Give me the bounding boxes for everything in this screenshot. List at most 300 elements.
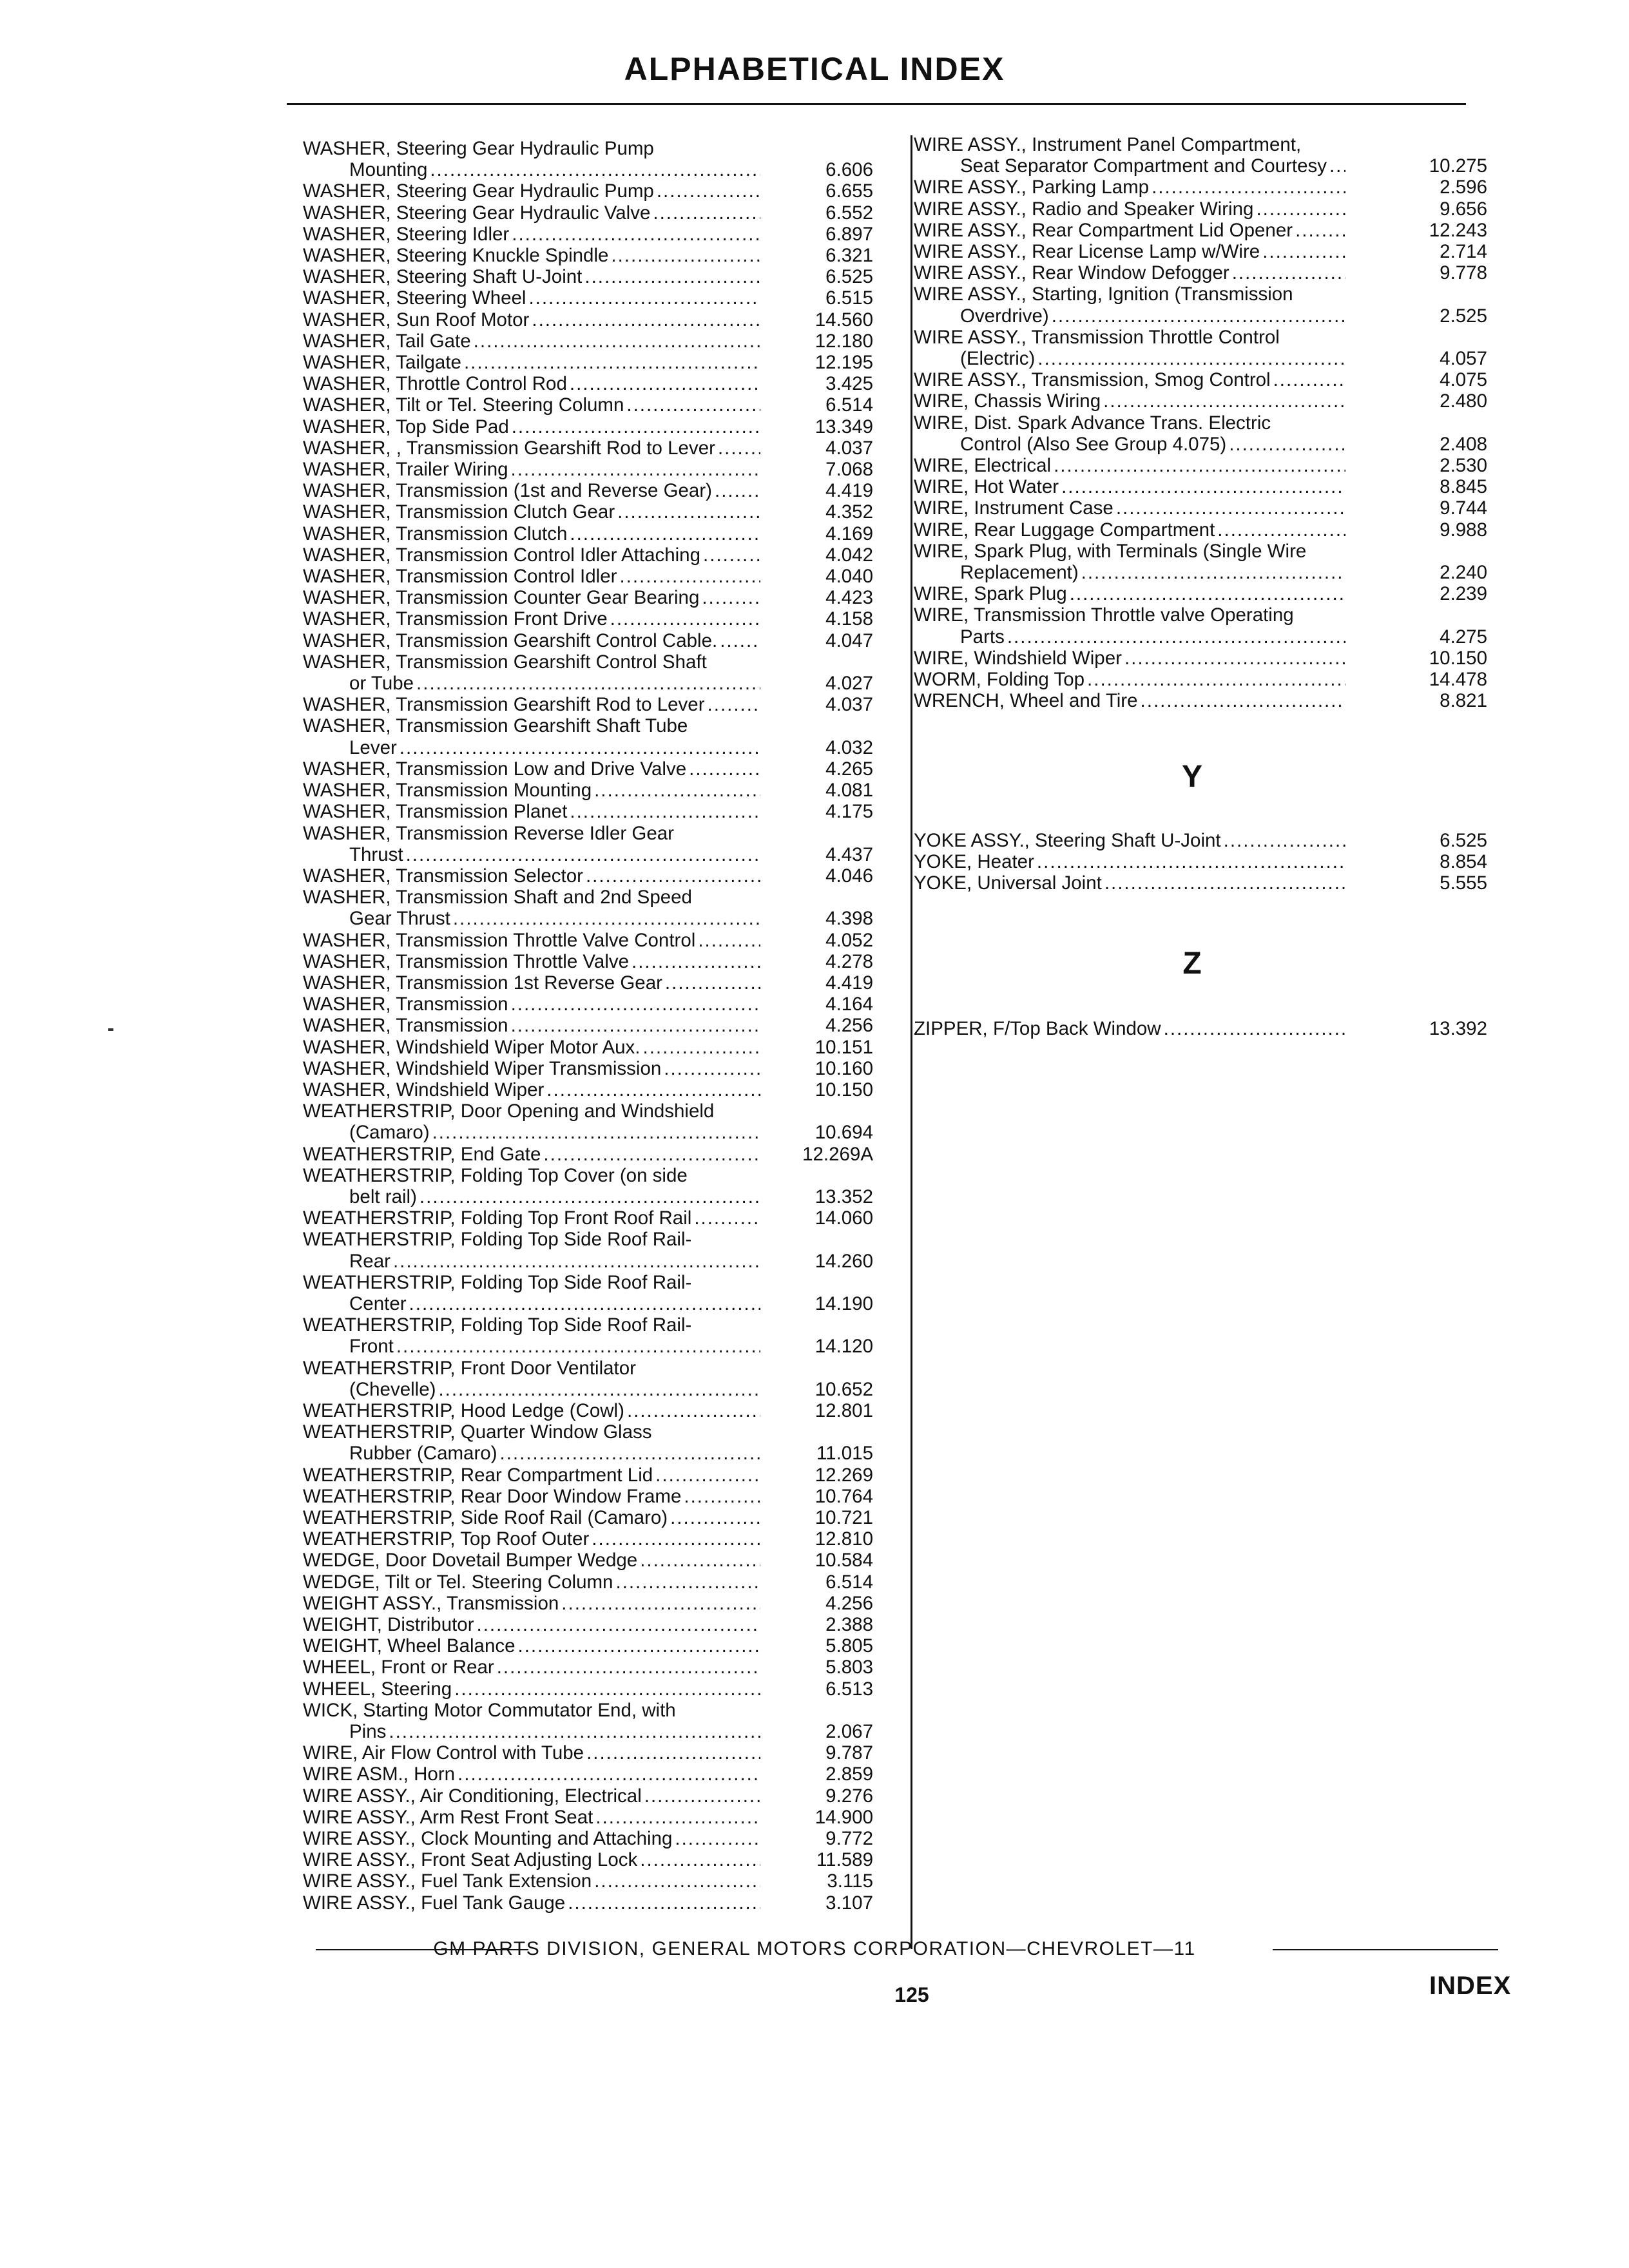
index-entry [303, 951, 873, 972]
entry-line [303, 823, 760, 844]
index-entry [907, 519, 1487, 541]
entry-text: WIRE, Hot Water [914, 476, 1059, 498]
entry-page-ref: 9.656 [1440, 198, 1487, 220]
index-entry [303, 715, 873, 758]
entry-line [303, 1870, 760, 1892]
entry-page-ref: 4.352 [825, 501, 873, 523]
entry-page-ref: 6.514 [825, 394, 873, 416]
index-entry [907, 198, 1487, 220]
index-entry [303, 801, 873, 822]
entry-text: WIRE ASSY., Transmission, Smog Control [914, 369, 1271, 391]
entry-line [303, 887, 760, 908]
index-entry [303, 1828, 873, 1849]
entry-text: WASHER, Transmission Control Idler [303, 566, 617, 588]
entry-line [303, 437, 760, 459]
entry-text: (Camaro) [349, 1122, 430, 1144]
index-entry [907, 851, 1487, 872]
entry-page-ref: 14.560 [815, 309, 873, 331]
index-entry [907, 1018, 1487, 1039]
index-entry [907, 648, 1487, 669]
dot-leader [617, 501, 760, 523]
index-entry [303, 1892, 873, 1914]
entry-page-ref: 11.589 [816, 1849, 873, 1871]
index-entry [303, 566, 873, 587]
entry-text: WIRE ASSY., Rear Compartment Lid Opener [914, 219, 1293, 241]
entry-page-ref: 4.175 [825, 801, 873, 823]
index-entry [303, 180, 873, 202]
index-entry [303, 331, 873, 352]
entry-page-ref: 4.256 [825, 1592, 873, 1614]
index-entry [303, 480, 873, 501]
entry-page-ref: 6.515 [825, 287, 873, 309]
entry-text: Rear [349, 1250, 390, 1272]
dot-leader [1061, 476, 1345, 497]
dot-leader [610, 608, 760, 629]
entry-text: WEDGE, Door Dovetail Bumper Wedge [303, 1550, 638, 1571]
entry-text: WASHER, Windshield Wiper [303, 1079, 545, 1100]
entry-page-ref: 12.269A [802, 1143, 873, 1165]
index-entry [303, 1400, 873, 1421]
section-label: INDEX [1429, 1972, 1512, 2000]
entry-page-ref: 13.392 [1429, 1018, 1487, 1039]
entry-text: WASHER, Transmission Reverse Idler Gear [303, 822, 674, 844]
entry-line [303, 1742, 760, 1763]
entry-text: WIRE, Chassis Wiring [914, 390, 1101, 412]
entry-line [303, 480, 760, 501]
entry-page-ref: 8.821 [1440, 690, 1487, 712]
dot-leader [438, 1379, 760, 1400]
dot-leader [500, 1443, 760, 1464]
entry-text: Pins [349, 1721, 387, 1743]
entry-text: WEATHERSTRIP, Door Opening and Windshield [303, 1100, 715, 1122]
dot-leader [474, 331, 760, 352]
dot-leader [664, 1058, 760, 1079]
entry-text: WEATHERSTRIP, Quarter Window Glass [303, 1421, 652, 1443]
dot-leader [570, 523, 760, 544]
dot-leader [718, 437, 760, 459]
entry-text: WASHER, Transmission (1st and Reverse Gear) [303, 480, 712, 502]
entry-page-ref: 4.437 [825, 843, 873, 865]
index-entry [303, 1614, 873, 1635]
entry-text: WIRE, Rear Luggage Compartment [914, 519, 1215, 541]
dot-leader [528, 287, 760, 309]
dot-leader [396, 1336, 760, 1357]
entry-text: WEIGHT ASSY., Transmission [303, 1592, 559, 1614]
entry-text: WASHER, Steering Shaft U-Joint [303, 266, 583, 288]
index-entry [303, 1678, 873, 1700]
dot-leader [715, 480, 760, 501]
entry-line [303, 523, 760, 544]
entry-line [303, 1507, 760, 1528]
entry-line [303, 544, 760, 566]
dot-leader [1070, 583, 1345, 604]
index-entry [907, 690, 1487, 711]
left-index-column [303, 138, 873, 1914]
entry-line [303, 994, 760, 1015]
entry-text: WASHER, Transmission Clutch [303, 523, 568, 544]
section-letter-y: Y [1181, 760, 1202, 794]
entry-page-ref: 8.854 [1440, 851, 1487, 873]
dot-leader [640, 1849, 760, 1870]
entry-continuation-line [303, 1251, 760, 1272]
entry-page-ref: 4.164 [825, 994, 873, 1015]
index-entry [907, 177, 1487, 198]
dot-leader [619, 566, 760, 587]
entry-continuation-line [303, 1186, 760, 1207]
entry-line [914, 390, 1345, 412]
entry-line [303, 1550, 760, 1571]
index-entry [303, 1785, 873, 1807]
entry-line [303, 951, 760, 972]
entry-line [914, 455, 1345, 476]
entry-page-ref: 2.240 [1440, 562, 1487, 584]
dot-leader [454, 1678, 760, 1700]
dot-leader [409, 1293, 760, 1314]
entry-line [303, 224, 760, 245]
dot-leader [1103, 390, 1345, 412]
entry-line [303, 331, 760, 352]
entry-line [303, 630, 760, 651]
index-entry [907, 390, 1487, 412]
dot-leader [702, 587, 760, 608]
index-entry [303, 1100, 873, 1143]
index-entry [907, 669, 1487, 690]
entry-line [303, 1614, 760, 1635]
dot-leader [640, 1550, 760, 1571]
entry-page-ref: 8.845 [1440, 476, 1487, 498]
entry-page-ref: 4.419 [825, 480, 873, 502]
entry-text: WIRE ASM., Horn [303, 1763, 456, 1785]
dot-leader [497, 1657, 760, 1678]
entry-text: WASHER, Steering Idler [303, 223, 510, 245]
entry-continuation-line [914, 305, 1345, 327]
entry-page-ref: 14.120 [815, 1336, 873, 1358]
entry-text: WIRE, Transmission Throttle valve Operating [914, 604, 1294, 626]
entry-text: WEATHERSTRIP, Rear Compartment Lid [303, 1464, 653, 1486]
dot-leader [458, 1763, 760, 1785]
entry-text: WIRE ASSY., Starting, Ignition (Transmission [914, 284, 1293, 305]
dot-leader [1052, 305, 1345, 327]
entry-line [914, 220, 1345, 241]
index-entry [907, 327, 1487, 369]
dot-leader [1329, 155, 1345, 177]
entry-text: WASHER, Transmission Planet [303, 801, 568, 823]
entry-page-ref: 10.721 [815, 1507, 873, 1528]
entry-page-ref: 9.988 [1440, 519, 1487, 541]
entry-text: or Tube [349, 673, 414, 695]
entry-page-ref: 10.150 [1429, 647, 1487, 669]
dot-leader [464, 352, 760, 373]
dot-leader [1087, 669, 1345, 690]
index-entry [303, 1849, 873, 1870]
entry-text: (Electric) [960, 348, 1036, 370]
entry-text: (Chevelle) [349, 1378, 436, 1400]
index-entry [303, 202, 873, 224]
entry-continuation-line [303, 159, 760, 180]
entry-line [303, 1571, 760, 1593]
dot-leader [694, 1207, 760, 1229]
entry-page-ref: 5.803 [825, 1657, 873, 1678]
entry-continuation-line [914, 626, 1345, 648]
entry-continuation-line [303, 1336, 760, 1357]
entry-text: WIRE ASSY., Fuel Tank Extension [303, 1870, 592, 1892]
dot-leader [594, 1870, 760, 1892]
entry-text: WASHER, Transmission Gearshift Control Shaft [303, 651, 707, 673]
index-entry [303, 694, 873, 715]
entry-line [914, 412, 1345, 434]
entry-text: WIRE ASSY., Fuel Tank Gauge [303, 1892, 566, 1914]
entry-text: WIRE ASSY., Parking Lamp [914, 177, 1150, 198]
dot-leader [595, 1807, 760, 1828]
page-title: ALPHABETICAL INDEX [624, 51, 1005, 87]
entry-line [303, 394, 760, 416]
index-entry [303, 437, 873, 459]
entry-page-ref: 4.037 [825, 437, 873, 459]
entry-page-ref: 4.275 [1440, 626, 1487, 648]
entry-line [303, 1272, 760, 1293]
entry-text: WASHER, Steering Gear Hydraulic Pump [303, 180, 654, 202]
entry-line [303, 501, 760, 523]
entry-line [914, 369, 1345, 390]
entry-text: Mounting [349, 159, 428, 181]
entry-line [303, 1465, 760, 1486]
entry-text: WIRE, Windshield Wiper [914, 647, 1122, 669]
entry-page-ref: 3.425 [825, 373, 873, 395]
entry-page-ref: 7.068 [825, 459, 873, 481]
entry-line [303, 1421, 760, 1443]
entry-text: WASHER, Transmission Clutch Gear [303, 501, 615, 523]
entry-page-ref: 10.275 [1429, 155, 1487, 177]
entry-line [303, 1037, 760, 1058]
index-entry [303, 1593, 873, 1614]
entry-text: WASHER, Transmission Low and Drive Valve [303, 758, 687, 780]
entry-line [303, 715, 760, 736]
dot-leader [1124, 648, 1345, 669]
dot-leader [416, 673, 760, 694]
entry-line [303, 801, 760, 822]
entry-text: WIRE, Spark Plug, with Terminals (Single Wire [914, 540, 1307, 562]
entry-line [303, 930, 760, 951]
entry-text: WRENCH, Wheel and Tire [914, 690, 1138, 712]
index-entry [303, 1465, 873, 1486]
entry-line [303, 416, 760, 437]
dot-leader [643, 1037, 761, 1058]
entry-line [303, 1486, 760, 1507]
index-entry [907, 241, 1487, 262]
index-entry [303, 1229, 873, 1271]
index-entry [907, 830, 1487, 851]
entry-page-ref: 9.787 [825, 1742, 873, 1764]
entry-page-ref: 5.805 [825, 1635, 873, 1657]
entry-page-ref: 4.278 [825, 950, 873, 972]
dot-leader [1141, 690, 1345, 711]
entry-text: Overdrive) [960, 305, 1049, 327]
index-entry [303, 1037, 873, 1058]
entry-page-ref: 12.243 [1429, 219, 1487, 241]
entry-line [914, 604, 1345, 626]
entry-page-ref: 9.276 [825, 1785, 873, 1807]
entry-line [914, 476, 1345, 497]
entry-continuation-line [914, 348, 1345, 369]
index-entry [303, 523, 873, 544]
entry-line [914, 690, 1345, 711]
entry-page-ref: 4.081 [825, 780, 873, 802]
entry-page-ref: 3.115 [827, 1870, 873, 1892]
dot-leader [570, 373, 760, 394]
entry-text: WIRE ASSY., Clock Mounting and Attaching [303, 1828, 673, 1850]
entry-page-ref: 9.778 [1440, 262, 1487, 284]
entry-page-ref: 2.859 [825, 1763, 873, 1785]
index-entry [303, 1015, 873, 1036]
dot-leader [453, 908, 760, 929]
entry-line [303, 1400, 760, 1421]
entry-page-ref: 6.321 [825, 245, 873, 267]
index-entry [907, 497, 1487, 519]
entry-text: WIRE ASSY., Instrument Panel Compartment, [914, 134, 1302, 155]
entry-page-ref: 4.040 [825, 566, 873, 588]
entry-continuation-line [303, 1443, 760, 1464]
entry-page-ref: 10.151 [815, 1036, 873, 1058]
entry-line [914, 1018, 1345, 1039]
dot-leader [1295, 220, 1345, 241]
index-entry [303, 780, 873, 801]
entry-text: WASHER, Transmission Control Idler Attaching [303, 544, 700, 566]
index-entry [303, 651, 873, 694]
entry-line [303, 266, 760, 287]
entry-page-ref: 2.388 [825, 1614, 873, 1636]
entry-page-ref: 10.150 [815, 1079, 873, 1100]
entry-line [303, 352, 760, 373]
entry-continuation-line [303, 1379, 760, 1400]
index-entry [303, 224, 873, 245]
dot-leader [477, 1614, 760, 1635]
index-entry [303, 1807, 873, 1828]
entry-page-ref: 4.158 [825, 608, 873, 630]
dot-leader [400, 737, 760, 758]
entry-line [303, 138, 760, 159]
entry-line [303, 972, 760, 994]
entry-line [914, 134, 1345, 155]
entry-text: WASHER, Transmission Front Drive [303, 608, 608, 630]
entry-text: WIRE ASSY., Air Conditioning, Electrical [303, 1785, 642, 1807]
entry-text: WIRE, Dist. Spark Advance Trans. Electric [914, 412, 1271, 434]
index-entry [303, 1742, 873, 1763]
entry-text: WASHER, Transmission 1st Reverse Gear [303, 972, 662, 994]
entry-line [303, 1144, 760, 1165]
dot-leader [584, 266, 760, 287]
entry-line [914, 583, 1345, 604]
entry-line [303, 1358, 760, 1379]
entry-text: WEATHERSTRIP, Folding Top Side Roof Rail- [303, 1229, 692, 1251]
entry-line [303, 245, 760, 266]
index-entry [303, 138, 873, 180]
dot-leader [561, 1593, 760, 1614]
entry-continuation-line [303, 673, 760, 694]
entry-continuation-line [303, 737, 760, 758]
dot-leader [518, 1635, 760, 1657]
entry-text: WORM, Folding Top [914, 669, 1085, 691]
dot-leader [1217, 519, 1345, 541]
entry-line [914, 648, 1345, 669]
dot-leader [665, 972, 760, 994]
entry-page-ref: 14.900 [815, 1806, 873, 1828]
entry-text: WIRE, Air Flow Control with Tube [303, 1742, 584, 1764]
entry-text: WASHER, Transmission Gearshift Rod to Lever [303, 694, 705, 716]
entry-text: WEATHERSTRIP, Folding Top Front Roof Rail [303, 1207, 692, 1229]
entry-page-ref: 4.027 [825, 673, 873, 695]
entry-page-ref: 10.160 [815, 1057, 873, 1079]
footer-rule-right [1273, 1949, 1498, 1950]
entry-page-ref: 4.046 [825, 865, 873, 887]
entry-text: Front [349, 1336, 394, 1358]
scan-speck [108, 1028, 113, 1031]
entry-text: WEATHERSTRIP, Side Roof Rail (Camaro) [303, 1507, 668, 1528]
index-entry [907, 872, 1487, 894]
entry-text: YOKE, Heater [914, 851, 1034, 873]
entry-line [303, 373, 760, 394]
dot-leader [627, 1400, 760, 1421]
entry-text: WASHER, Transmission [303, 994, 508, 1015]
dot-leader [644, 1785, 760, 1807]
entry-line [303, 1058, 760, 1079]
dot-leader [512, 416, 760, 437]
dot-leader [1081, 562, 1345, 583]
index-entry [907, 476, 1487, 497]
entry-text: WASHER, Trailer Wiring [303, 459, 508, 481]
entry-text: WASHER, Transmission Shaft and 2nd Speed [303, 887, 692, 908]
dot-leader [1037, 348, 1345, 369]
entry-text: Rubber (Camaro) [349, 1443, 497, 1465]
entry-page-ref: 2.067 [825, 1721, 873, 1743]
entry-line [303, 651, 760, 673]
dot-leader [720, 630, 760, 651]
entry-line [303, 566, 760, 587]
index-entry [303, 1079, 873, 1100]
index-entry [303, 245, 873, 266]
entry-continuation-line [303, 1122, 760, 1143]
entry-page-ref: 4.419 [825, 972, 873, 994]
entry-line [303, 1229, 760, 1250]
dot-leader [708, 694, 760, 715]
entry-page-ref: 2.530 [1440, 455, 1487, 477]
entry-text: WASHER, Transmission Throttle Valve Control [303, 929, 696, 951]
entry-text: Replacement) [960, 562, 1079, 584]
index-entry [303, 887, 873, 929]
index-entry [907, 541, 1487, 583]
entry-text: WASHER, Transmission Gearshift Shaft Tube [303, 715, 688, 737]
dot-leader [1262, 241, 1345, 262]
entry-text: WASHER, Transmission [303, 1015, 508, 1037]
index-entry [303, 266, 873, 287]
entry-page-ref: 10.584 [815, 1550, 873, 1571]
dot-leader [1224, 830, 1345, 851]
entry-text: ZIPPER, F/Top Back Window [914, 1018, 1161, 1039]
entry-text: WEATHERSTRIP, Top Roof Outer [303, 1528, 590, 1550]
index-entry [303, 823, 873, 865]
entry-line [303, 1849, 760, 1870]
entry-line [303, 758, 760, 780]
index-entry [303, 994, 873, 1015]
dot-leader [689, 758, 760, 780]
dot-leader [698, 930, 760, 951]
entry-text: WASHER, Transmission Selector [303, 865, 583, 887]
dot-leader [675, 1828, 760, 1849]
entry-line [914, 262, 1345, 284]
dot-leader [626, 394, 760, 416]
entry-line [303, 202, 760, 224]
entry-text: WIRE, Spark Plug [914, 583, 1067, 605]
dot-leader [389, 1721, 760, 1742]
